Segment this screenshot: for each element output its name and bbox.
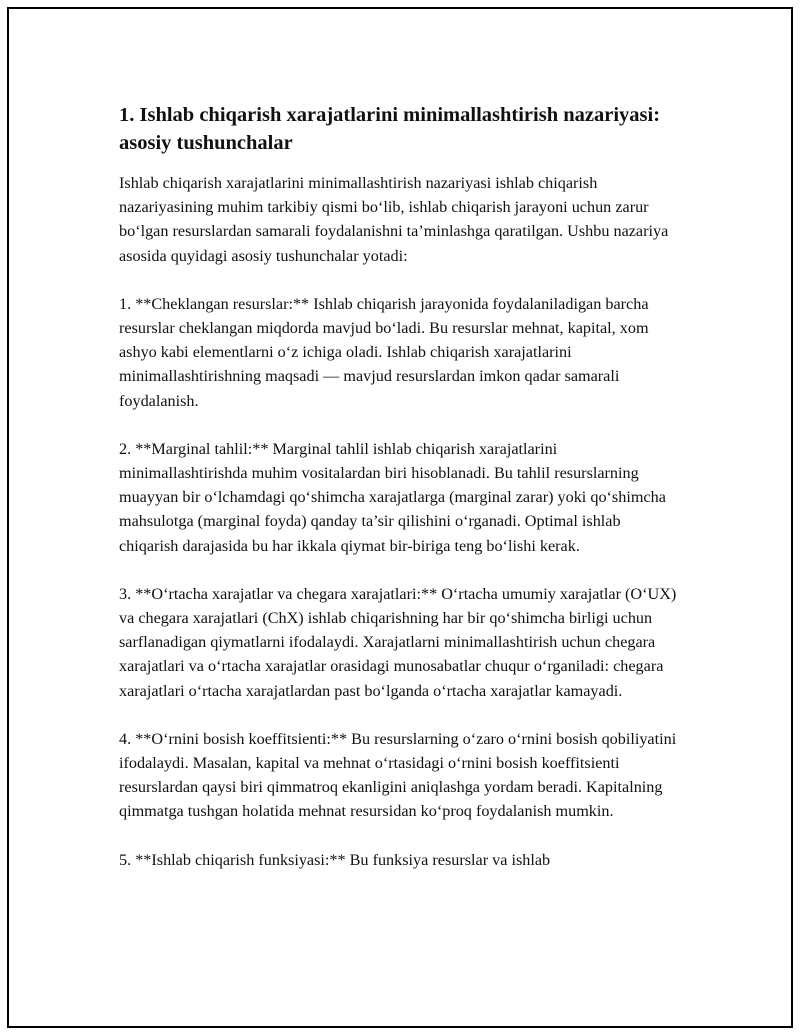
- paragraph-item-4: 4. **O‘rnini bosish koeffitsienti:** Bu resurslarning o‘zaro o‘rnini bosish qobiliyatini ifodalaydi. Masalan, kapital va mehnat o‘rtasidagi o‘rnini bosish koeffitsienti resurslardan qaysi biri qimmatroq ekanligini aniqlashga yordam beradi. Kapitalning qimmatga tushgan holatida mehnat resursidan ko‘proq foydalanish mumkin.: [119, 729, 677, 821]
- paragraph-item-5: 5. **Ishlab chiqarish funksiyasi:** Bu funksiya resurslar va ishlab: [119, 850, 551, 869]
- paragraph-item-3: 3. **O‘rtacha xarajatlar va chegara xarajatlari:** O‘rtacha umumiy xarajatlar (O‘UX) va chegara xarajatlari (ChX) ishlab chiqarishning har bir qo‘shimcha birligi uchun sarflanadigan qiymatlarni ifodalaydi. Xarajatlarni minimallashtirish uchun chegara xarajatlari va o‘rtacha xarajatlar orasidagi munosabatlar chuqur o‘rganiladi: chegara xarajatlari o‘rtacha xarajatlardan past bo‘lganda o‘rtacha xarajatlar kamayadi.: [119, 584, 677, 700]
- document-title: 1. Ishlab chiqarish xarajatlarini minimallashtirish nazariyasi: asosiy tushunchalar: [119, 104, 661, 154]
- paragraph-item-2: 2. **Marginal tahlil:** Marginal tahlil ishlab chiqarish xarajatlarini minimallashtirishda muhim vositalardan biri hisoblanadi. Bu tahlil resurslarning muayyan bir o‘lchamdagi qo‘shimcha xarajatlarga (marginal zarar) yoki qo‘shimcha mahsulotga (marginal foyda) qanday ta’sir qilishini o‘rganadi. Optimal ishlab chiqarish darajasida bu har ikkala qiymat bir-biriga teng bo‘lishi kerak.: [119, 439, 666, 555]
- paragraph-intro: Ishlab chiqarish xarajatlarini minimallashtirish nazariyasi ishlab chiqarish nazariyasining muhim tarkibiy qismi bo‘lib, ishlab chiqarish jarayoni uchun zarur bo‘lgan resurslardan samarali foydalanishni ta’minlashga qaratilgan. Ushbu nazariya asosida quyidagi asosiy tushunchalar yotadi:: [119, 174, 669, 265]
- document-content: [119, 101, 679, 896]
- paragraph-item-1: 1. **Cheklangan resurslar:** Ishlab chiqarish jarayonida foydalaniladigan barcha resurslar cheklangan miqdorda mavjud bo‘ladi. Bu resurslar mehnat, kapital, xom ashyo kabi elementlarni o‘z ichiga oladi. Ishlab chiqarish xarajatlarini minimallashtirishning maqsadi — mavjud resurslardan imkon qadar samarali foydalanish.: [119, 294, 649, 410]
- document-page: [7, 7, 793, 1028]
